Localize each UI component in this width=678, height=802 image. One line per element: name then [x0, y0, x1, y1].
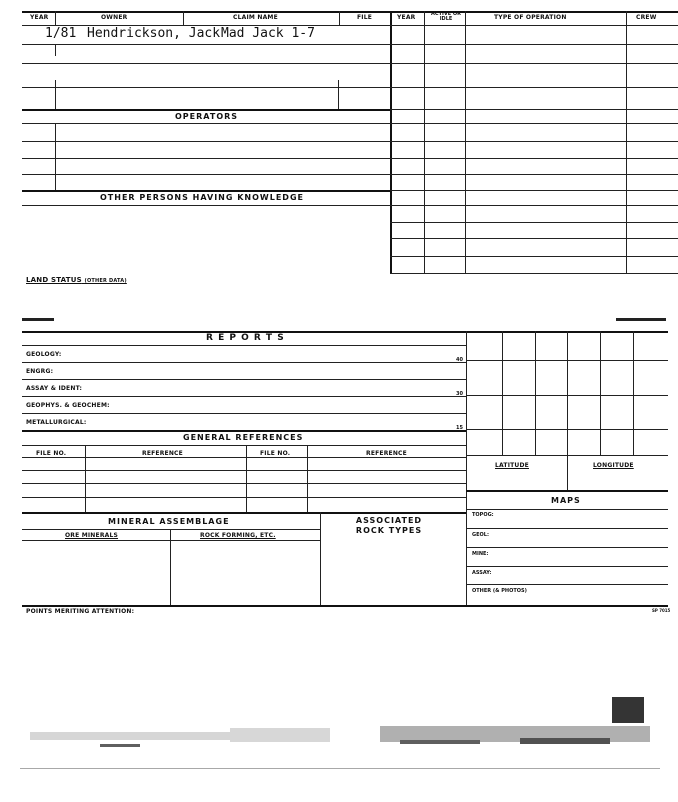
rock-forming-heading: ROCK FORMING, ETC. [200, 532, 276, 539]
gen-ref-reference-2: REFERENCE [366, 450, 407, 457]
entry-owner: Hendrickson, Jack [87, 26, 221, 41]
header-type-of-operation: TYPE OF OPERATION [494, 14, 567, 21]
header-crew: CREW [636, 14, 657, 21]
maps-heading: MAPS [551, 496, 581, 505]
header-year: YEAR [30, 14, 49, 21]
report-number-40: 40 [456, 357, 463, 363]
operators-heading: OPERATORS [175, 112, 239, 121]
report-number-30: 30 [456, 391, 463, 397]
header-file: FILE [357, 14, 373, 21]
header-claim-name: CLAIM NAME [233, 14, 278, 21]
scan-mark-right [616, 318, 666, 321]
gen-ref-reference-1: REFERENCE [142, 450, 183, 457]
other-persons-heading: OTHER PERSONS HAVING KNOWLEDGE [100, 193, 304, 202]
report-assay: ASSAY & IDENT: [26, 385, 83, 392]
points-meriting-attention-label: POINTS MERITING ATTENTION: [26, 608, 135, 615]
report-geology: GEOLOGY: [26, 351, 62, 358]
ore-minerals-heading: ORE MINERALS [65, 532, 119, 539]
header-active-or-idle: ACTIVE OR IDLE [431, 11, 461, 22]
report-geophys: GEOPHYS. & GEOCHEM: [26, 402, 110, 409]
latitude-label: LATITUDE [495, 462, 529, 469]
maps-mine: MINE: [472, 551, 489, 557]
report-metallurgical: METALLURGICAL: [26, 419, 87, 426]
header-year-right: YEAR [397, 14, 416, 21]
scan-mark-left [22, 318, 54, 321]
maps-assay: ASSAY: [472, 570, 492, 576]
form-code: SP 7015 [652, 608, 671, 613]
reports-heading: R E P O R T S [206, 333, 285, 343]
mineral-assemblage-heading: MINERAL ASSEMBLAGE [108, 517, 230, 526]
general-references-heading: GENERAL REFERENCES [183, 433, 304, 442]
gen-ref-file-no-2: FILE NO. [260, 450, 291, 457]
report-number-15: 15 [456, 425, 463, 431]
maps-topog: TOPOG: [472, 512, 494, 518]
header-owner: OWNER [101, 14, 128, 21]
maps-geol: GEOL: [472, 532, 489, 538]
land-status-label: LAND STATUS (OTHER DATA) [26, 276, 127, 284]
scan-noise-bottom [0, 692, 678, 802]
associated-rock-types-heading: ASSOCIATED ROCK TYPES [355, 516, 423, 535]
report-engineering: ENGRG: [26, 368, 54, 375]
maps-other: OTHER (& PHOTOS) [472, 588, 527, 594]
entry-claim-name: Mad Jack 1-7 [221, 26, 315, 41]
entry-year: 1/81 [45, 26, 77, 41]
longitude-label: LONGITUDE [593, 462, 634, 469]
gen-ref-file-no-1: FILE NO. [36, 450, 67, 457]
